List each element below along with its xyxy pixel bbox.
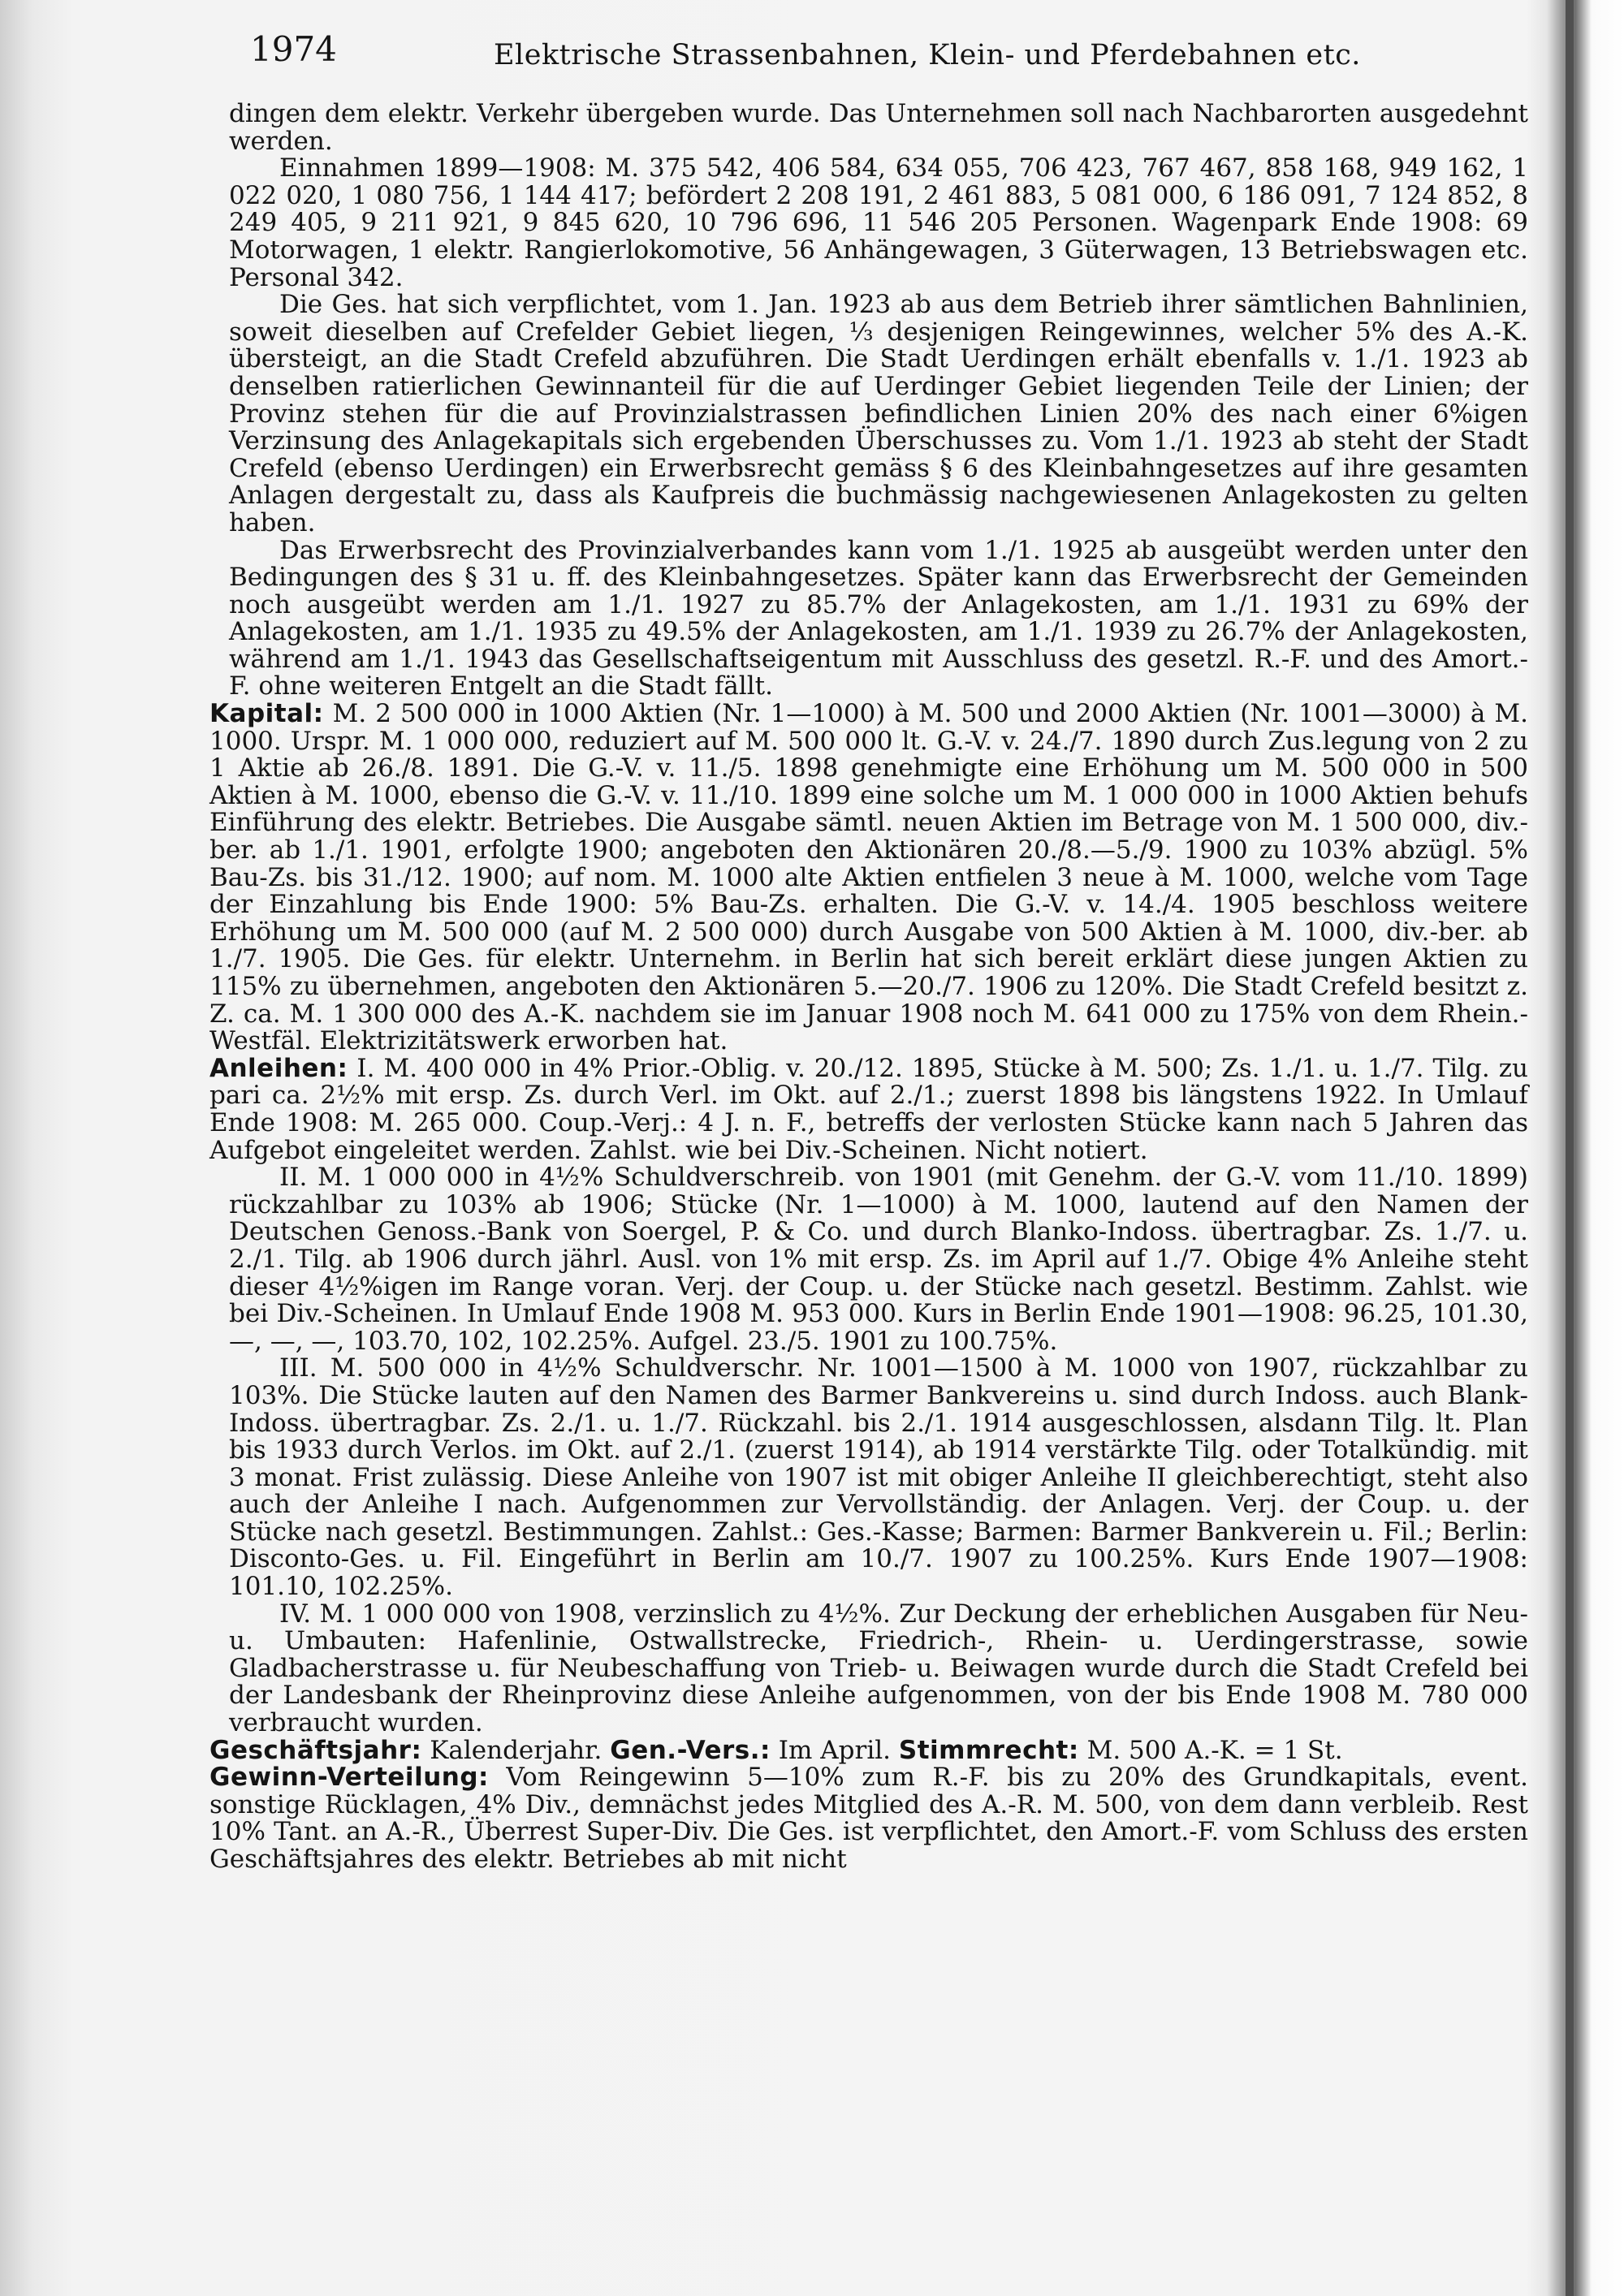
anleihe-iii: III. M. 500 000 in 4½% Schuldverschr. Nr. 1001—1500 à M. 1000 von 1907, rückzahlbar zu 103%. Die Stücke lauten auf den Namen des Barmer Bankvereins u. sind durch Indoss. auch Blank-Indoss. übertragbar. Zs. 2./1. u. 1./7. Rückzahl. bis 2./1. 1914 ausgeschlossen, alsdann Tilg. lt. Plan bis 1933 durch Verlos. im Okt. auf 2./1. (zuerst 1914), ab 1914 verstärkte Tilg. oder Totalkündig. mit 3 monat. Frist zulässig. Diese Anleihe von 1907 ist mit obiger Anleihe II gleichberechtigt, steht also auch der Anleihe I nach. Aufgenommen zur Vervollständig. der Anlagen. Verj. der Coup. u. der Stücke nach gesetzl. Bestimmungen. Zahlst.: Ges.-Kasse; Barmen: Barmer Bankverein u. Fil.; Berlin: Disconto-Ges. u. Fil. Eingeführt in Berlin am 10./7. 1907 zu 100.25%. Kurs Ende 1907—1908: 101.10, 102.25%. xyxy=(229,1353,1528,1602)
page-number: 1974 xyxy=(250,29,337,69)
section-geschaeftsjahr xyxy=(209,1737,1528,1765)
paragraph-continuation: dingen dem elektr. Verkehr übergeben wurde. Das Unternehmen soll nach Nachbarorten ausgedehnt werden. xyxy=(229,99,1528,156)
gen-vers-text: Im April. xyxy=(770,1735,899,1765)
anleihen-label: Anleihen: xyxy=(209,1053,348,1083)
book-spine-shadow xyxy=(1566,0,1574,2296)
stimmrecht-text: M. 500 A.-K. = 1 St. xyxy=(1078,1735,1343,1765)
running-title: Elektrische Strassenbahnen, Klein- und Pferdebahnen etc. xyxy=(494,39,1361,71)
geschaeftsjahr-text: Kalenderjahr. xyxy=(421,1735,611,1765)
section-kapital xyxy=(209,701,1528,1055)
anleihe-iv: IV. M. 1 000 000 von 1908, verzinslich zu 4½%. Zur Deckung der erheblichen Ausgaben für Neu- u. Umbauten: Hafenlinie, Ostwallstrecke, Friedrich-, Rhein- u. Uerdingerstrasse, sowie Gladbacherstrasse u. für Neubeschaffung von Trieb- u. Beiwagen wurde durch die Stadt Crefeld bei der Landesbank der Rheinprovinz diese Anleihe aufgenommen, von der bis Ende 1908 M. 780 000 verbraucht wurden. xyxy=(229,1599,1528,1738)
paragraph-verpflichtung: Die Ges. hat sich verpflichtet, vom 1. Jan. 1923 ab aus dem Betrieb ihrer sämtlichen Bahnlinien, soweit dieselben auf Crefelder Gebiet liegen, ⅓ desjenigen Reingewinnes, welcher 5% des A.-K. übersteigt, an die Stadt Crefeld abzuführen. Die Stadt Uerdingen erhält ebenfalls v. 1./1. 1923 ab denselben ratierlichen Gewinnanteil für die auf Uerdinger Gebiet liegenden Teile der Linien; der Provinz stehen für die auf Provinzialstrassen befindlichen Linien 20% des nach einer 6%igen Verzinsung des Anlagekapitals sich ergebenden Überschusses zu. Vom 1./1. 1923 ab steht der Stadt Crefeld (ebenso Uerdingen) ein Erwerbsrecht gemäss § 6 des Kleinbahngesetzes auf ihre gesamten Anlagen dergestalt zu, dass als Kaufpreis die buchmässig nachgewiesenen Anlagekosten zu gelten haben. xyxy=(229,290,1528,537)
anleihe-ii: II. M. 1 000 000 in 4½% Schuldverschreib. von 1901 (mit Genehm. der G.-V. vom 11./10. 1899) rückzahlbar zu 103% ab 1906; Stücke (Nr. 1—1000) à M. 1000, lautend auf den Namen der Deutschen Genoss.-Bank von Soergel, P. & Co. und durch Blanko-Indoss. übertragbar. Zs. 1./7. u. 2./1. Tilg. ab 1906 durch jährl. Ausl. von 1% mit ersp. Zs. im April auf 1./7. Obige 4% Anleihe steht dieser 4½%igen im Range voran. Verj. der Coup. u. der Stücke nach gesetzl. Bestimm. Zahlst. wie bei Div.-Scheinen. In Umlauf Ende 1908 M. 953 000. Kurs in Berlin Ende 1901—1908: 96.25, 101.30, —, —, —, 103.70, 102, 102.25%. Aufgel. 23./5. 1901 zu 100.75%. xyxy=(229,1163,1528,1356)
kapital-text: M. 2 500 000 in 1000 Aktien (Nr. 1—1000) à M. 500 und 2000 Aktien (Nr. 1001—3000) à M. 1000. Urspr. M. 1 000 000, reduziert auf M. 500 000 lt. G.-V. v. 24./7. 1890 durch Zus.legung von 2 zu 1 Aktie ab 26./8. 1891. Die G.-V. v. 11./5. 1898 genehmigte eine Erhöhung um M. 500 000 in 500 Aktien à M. 1000, ebenso die G.-V. v. 11./10. 1899 eine solche um M. 1 000 000 in 1000 Aktien behufs Einführung des elektr. Betriebes. Die Ausgabe sämtl. neuen Aktien im Betrage von M. 1 500 000, div.-ber. ab 1./1. 1901, erfolgte 1900; angeboten den Aktionären 20./8.—5./9. 1900 zu 103% abzügl. 5% Bau-Zs. bis 31./12. 1900; auf nom. M. 1000 alte Aktien entfielen 3 neue à M. 1000, welche vom Tage der Einzahlung bis Ende 1900: 5% Bau-Zs. erhalten. Die G.-V. v. 14./4. 1905 beschloss weitere Erhöhung um M. 500 000 (auf M. 2 500 000) durch Ausgabe von 500 Aktien à M. 1000, div.-ber. ab 1./7. 1905. Die Ges. für elektr. Unternehm. in Berlin hat sich bereit erklärt diese jungen Aktien zu 115% zu übernehmen, angeboten den Aktionären 5.—20./7. 1906 zu 120%. Die Stadt Crefeld besitzt z. Z. ca. M. 1 300 000 des A.-K. nachdem sie im Januar 1908 noch M. 641 000 zu 175% von dem Rhein.-Westfäl. Elektrizitätswerk erworben hat. xyxy=(209,699,1528,1056)
paragraph-erwerbsrecht: Das Erwerbsrecht des Provinzialverbandes kann vom 1./1. 1925 ab ausgeübt werden unter den Bedingungen des § 31 u. ff. des Kleinbahngesetzes. Später kann das Erwerbsrecht der Gemeinden noch ausgeübt werden am 1./1. 1927 zu 85.7% der Anlagekosten, am 1./1. 1931 zu 69% der Anlagekosten, am 1./1. 1935 zu 49.5% der Anlagekosten, am 1./1. 1939 zu 26.7% der Anlagekosten, während am 1./1. 1943 das Gesellschaftseigentum mit Ausschluss des gesetzl. R.-F. und des Amort.-F. ohne weiteren Entgelt an die Stadt fällt. xyxy=(229,535,1528,701)
page-body xyxy=(209,99,1528,1874)
kapital-label: Kapital: xyxy=(209,699,324,729)
stimmrecht-label: Stimmrecht: xyxy=(898,1735,1079,1765)
page-header xyxy=(250,23,1361,80)
section-anleihen xyxy=(209,1055,1528,1164)
gewinn-verteilung-text: Vom Reingewinn 5—10% zum R.-F. bis zu 20% des Grundkapitals, event. sonstige Rücklagen, 4% Div., demnächst jedes Mitglied des A.-R. M. 500, von dem dann verbleib. Rest 10% Tant. an A.-R., Überrest Super-Div. Die Ges. ist verpflichtet, den Amort.-F. vom Schluss des ersten Geschäftsjahres des elektr. Betriebes ab mit nicht xyxy=(209,1763,1528,1874)
gewinn-verteilung-label: Gewinn-Verteilung: xyxy=(209,1763,489,1793)
geschaeftsjahr-label: Geschäftsjahr: xyxy=(209,1735,422,1765)
section-gewinn-verteilung xyxy=(209,1764,1528,1873)
anleihen-i-text: I. M. 400 000 in 4% Prior.-Oblig. v. 20./12. 1895, Stücke à M. 500; Zs. 1./1. u. 1./7. Tilg. zu pari ca. 2½% mit ersp. Zs. durch Verl. im Okt. auf 2./1.; zuerst 1898 bis längstens 1922. In Umlauf Ende 1908: M. 265 000. Coup.-Verj.: 4 J. n. F., betreffs der verlosten Stücke kann nach 5 Jahren das Aufgebot eingeleitet werden. Zahlst. wie bei Div.-Scheinen. Nicht notiert. xyxy=(209,1053,1528,1165)
paragraph-einnahmen: Einnahmen 1899—1908: M. 375 542, 406 584, 634 055, 706 423, 767 467, 858 168, 949 162, 1 022 020, 1 080 756, 1 144 417; befördert 2 208 191, 2 461 883, 5 081 000, 6 186 091, 7 124 852, 8 249 405, 9 211 921, 9 845 620, 10 796 696, 11 546 205 Personen. Wagenpark Ende 1908: 69 Motorwagen, 1 elektr. Rangierlokomotive, 56 Anhängewagen, 3 Güterwagen, 13 Betriebswagen etc. Personal 342. xyxy=(229,153,1528,292)
gen-vers-label: Gen.-Vers.: xyxy=(610,1735,771,1765)
